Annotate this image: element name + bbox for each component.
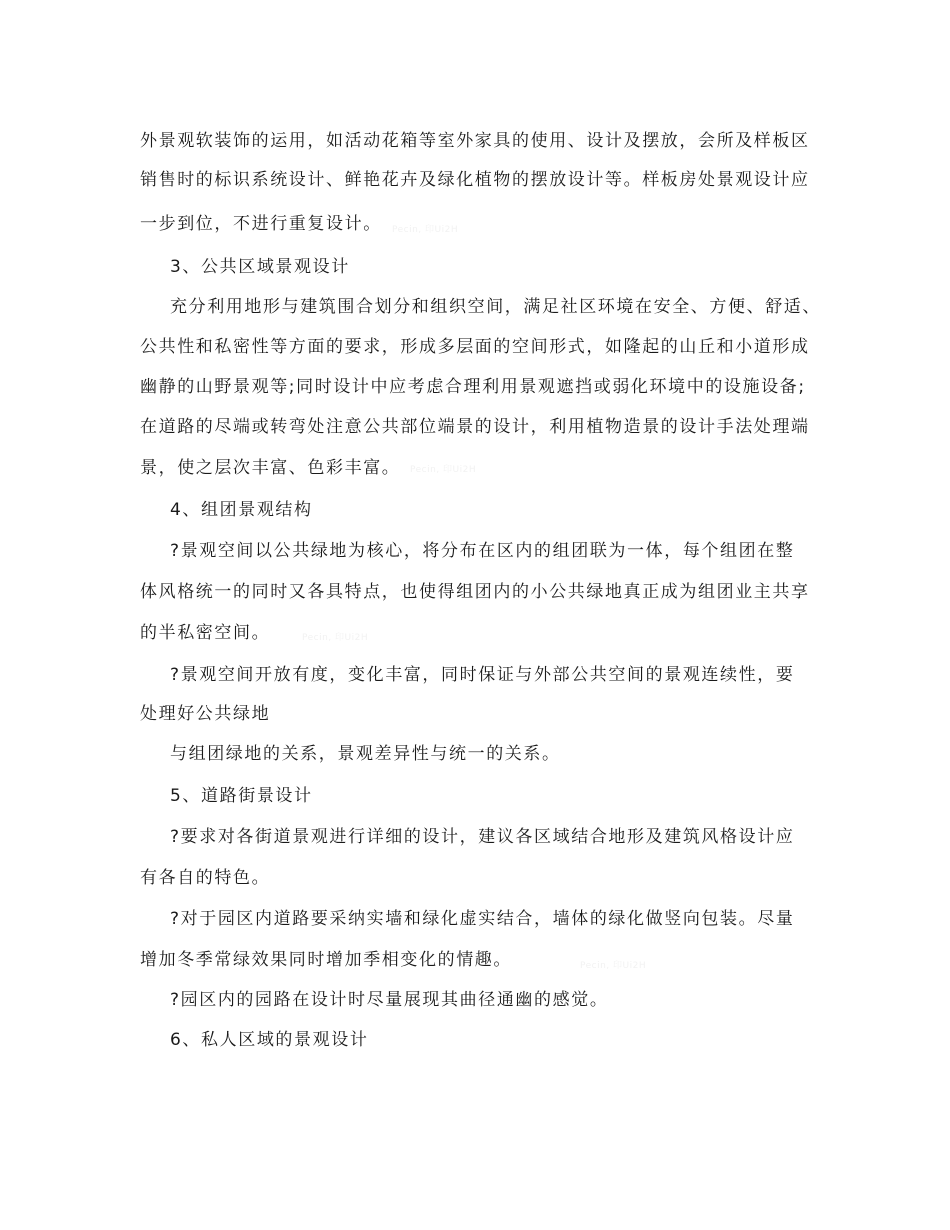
text-line: ?园区内的园路在设计时尽量展现其曲径通幽的感觉。: [170, 990, 609, 1010]
text-line: 增加冬季常绿效果同时增加季相变化的情趣。: [140, 950, 512, 970]
text-line: 在道路的尽端或转弯处注意公共部位端景的设计，利用植物造景的设计手法处理端: [140, 417, 810, 437]
section-heading: 3、公共区域景观设计: [170, 257, 350, 277]
text-line: 与组团绿地的关系，景观差异性与统一的关系。: [170, 744, 561, 764]
watermark-text: Pecin, 印Ui2H: [410, 465, 477, 475]
text-line: ?对于园区内道路要采纳实墙和绿化虚实结合，墙体的绿化做竖向包装。尽量: [170, 909, 795, 929]
text-line: ?景观空间开放有度，变化丰富，同时保证与外部公共空间的景观连续性，要: [170, 665, 795, 685]
text-line: 充分利用地形与建筑围合划分和组织空间，满足社区环境在安全、方便、舒适、: [170, 297, 821, 317]
text-line: 外景观软装饰的运用，如活动花箱等室外家具的使用、设计及摆放，会所及样板区: [140, 131, 810, 151]
section-heading: 5、道路街景设计: [170, 786, 313, 806]
text-line: 幽静的山野景观等;同时设计中应考虑合理利用景观遮挡或弱化环境中的设施设备;: [140, 377, 806, 397]
watermark-text: Pecin, 印Ui2H: [302, 633, 369, 643]
section-heading: 6、私人区域的景观设计: [170, 1030, 369, 1050]
text-line: 处理好公共绿地: [140, 704, 271, 724]
text-line: 体风格统一的同时又各具特点，也使得组团内的小公共绿地真正成为组团业主共享: [140, 582, 810, 602]
text-line: 公共性和私密性等方面的要求，形成多层面的空间形式，如隆起的山丘和小道形成: [140, 337, 810, 357]
text-line: 的半私密空间。: [140, 623, 271, 643]
text-line: 一步到位，不进行重复设计。: [140, 214, 382, 234]
text-line: ?要求对各街道景观进行详细的设计，建议各区域结合地形及建筑风格设计应: [170, 827, 795, 847]
text-line: 有各自的特色。: [140, 868, 271, 888]
text-line: 销售时的标识系统设计、鲜艳花卉及绿化植物的摆放设计等。样板房处景观设计应: [140, 170, 810, 190]
text-line: 景，使之层次丰富、色彩丰富。: [140, 458, 401, 478]
watermark-text: Pecin, 印Ui2H: [580, 961, 647, 971]
text-line: ?景观空间以公共绿地为核心，将分布在区内的组团联为一体，每个组团在整: [170, 541, 795, 561]
watermark-text: Pecin, 印Ui2H: [392, 225, 459, 235]
section-heading: 4、组团景观结构: [170, 500, 313, 520]
